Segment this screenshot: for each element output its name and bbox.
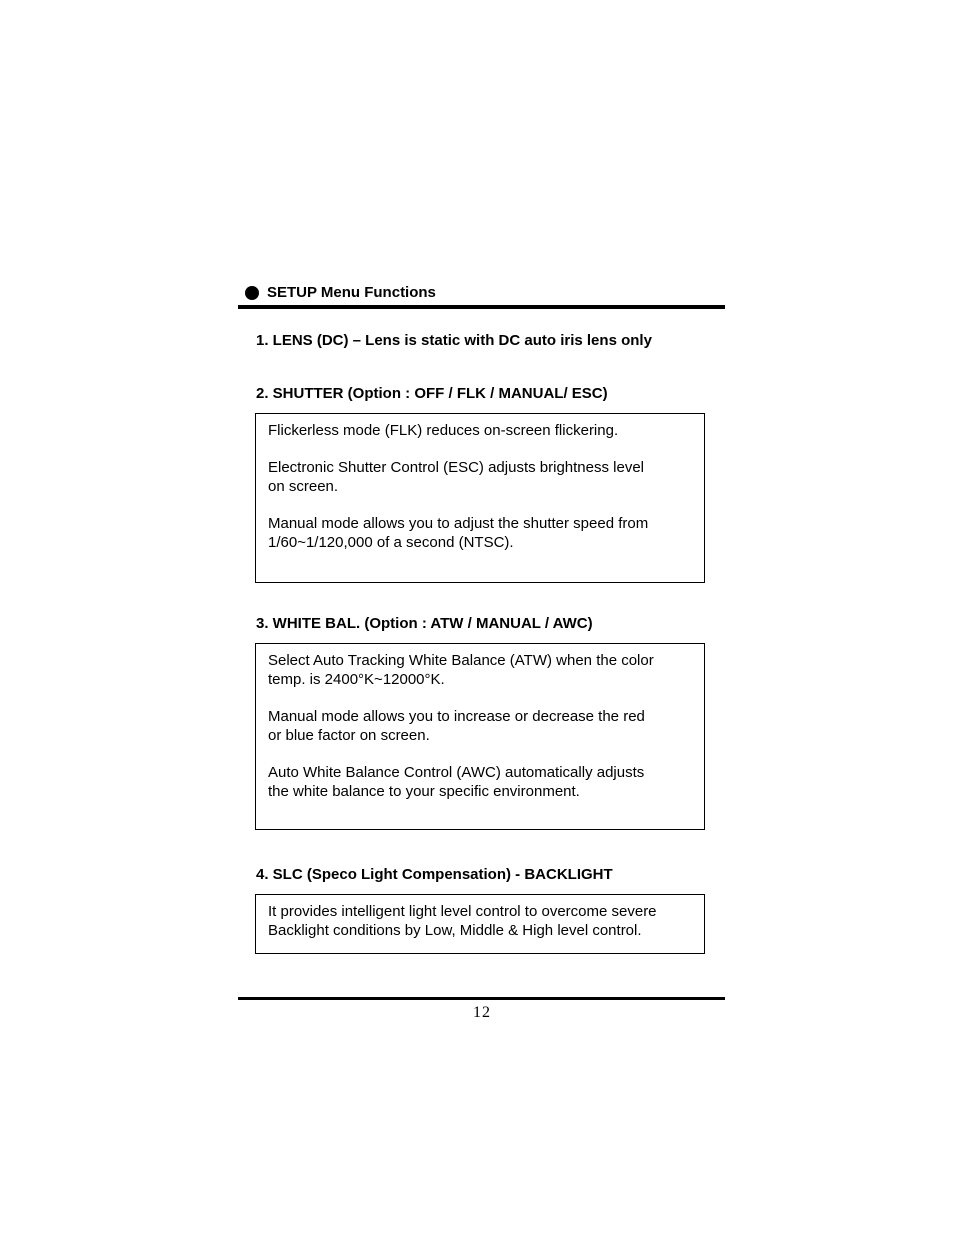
slc-text: It provides intelligent light level control to overcome severe Backlight conditions by Low, Middle & High level control. bbox=[268, 903, 657, 939]
lens-heading: 1. LENS (DC) – Lens is static with DC auto iris lens only bbox=[256, 332, 652, 349]
section-header bbox=[245, 284, 436, 301]
bottom-divider bbox=[238, 997, 725, 1000]
white-balance-heading: 3. WHITE BAL. (Option : ATW / MANUAL / AWC) bbox=[256, 615, 593, 632]
slc-heading: 4. SLC (Speco Light Compensation) - BACKLIGHT bbox=[256, 866, 613, 883]
shutter-flk-text: Flickerless mode (FLK) reduces on-screen flickering. bbox=[268, 422, 619, 439]
shutter-heading: 2. SHUTTER (Option : OFF / FLK / MANUAL/ ESC) bbox=[256, 385, 608, 402]
shutter-esc-text: Electronic Shutter Control (ESC) adjusts brightness level on screen. bbox=[268, 459, 644, 495]
page-number: 12 bbox=[473, 1004, 491, 1021]
shutter-description-box bbox=[255, 413, 705, 583]
top-divider bbox=[238, 305, 725, 309]
section-title: SETUP Menu Functions bbox=[267, 284, 436, 301]
white-balance-awc-text: Auto White Balance Control (AWC) automatically adjusts the white balance to your specific environment. bbox=[268, 764, 645, 800]
white-balance-description-box bbox=[255, 643, 705, 830]
white-balance-atw-text: Select Auto Tracking White Balance (ATW) when the color temp. is 2400°K~12000°K. bbox=[268, 652, 654, 688]
shutter-manual-text: Manual mode allows you to adjust the shutter speed from 1/60~1/120,000 of a second (NTSC). bbox=[268, 515, 649, 551]
bullet-icon bbox=[245, 286, 259, 300]
white-balance-manual-text: Manual mode allows you to increase or decrease the red or blue factor on screen. bbox=[268, 708, 645, 744]
slc-description-box bbox=[255, 894, 705, 954]
